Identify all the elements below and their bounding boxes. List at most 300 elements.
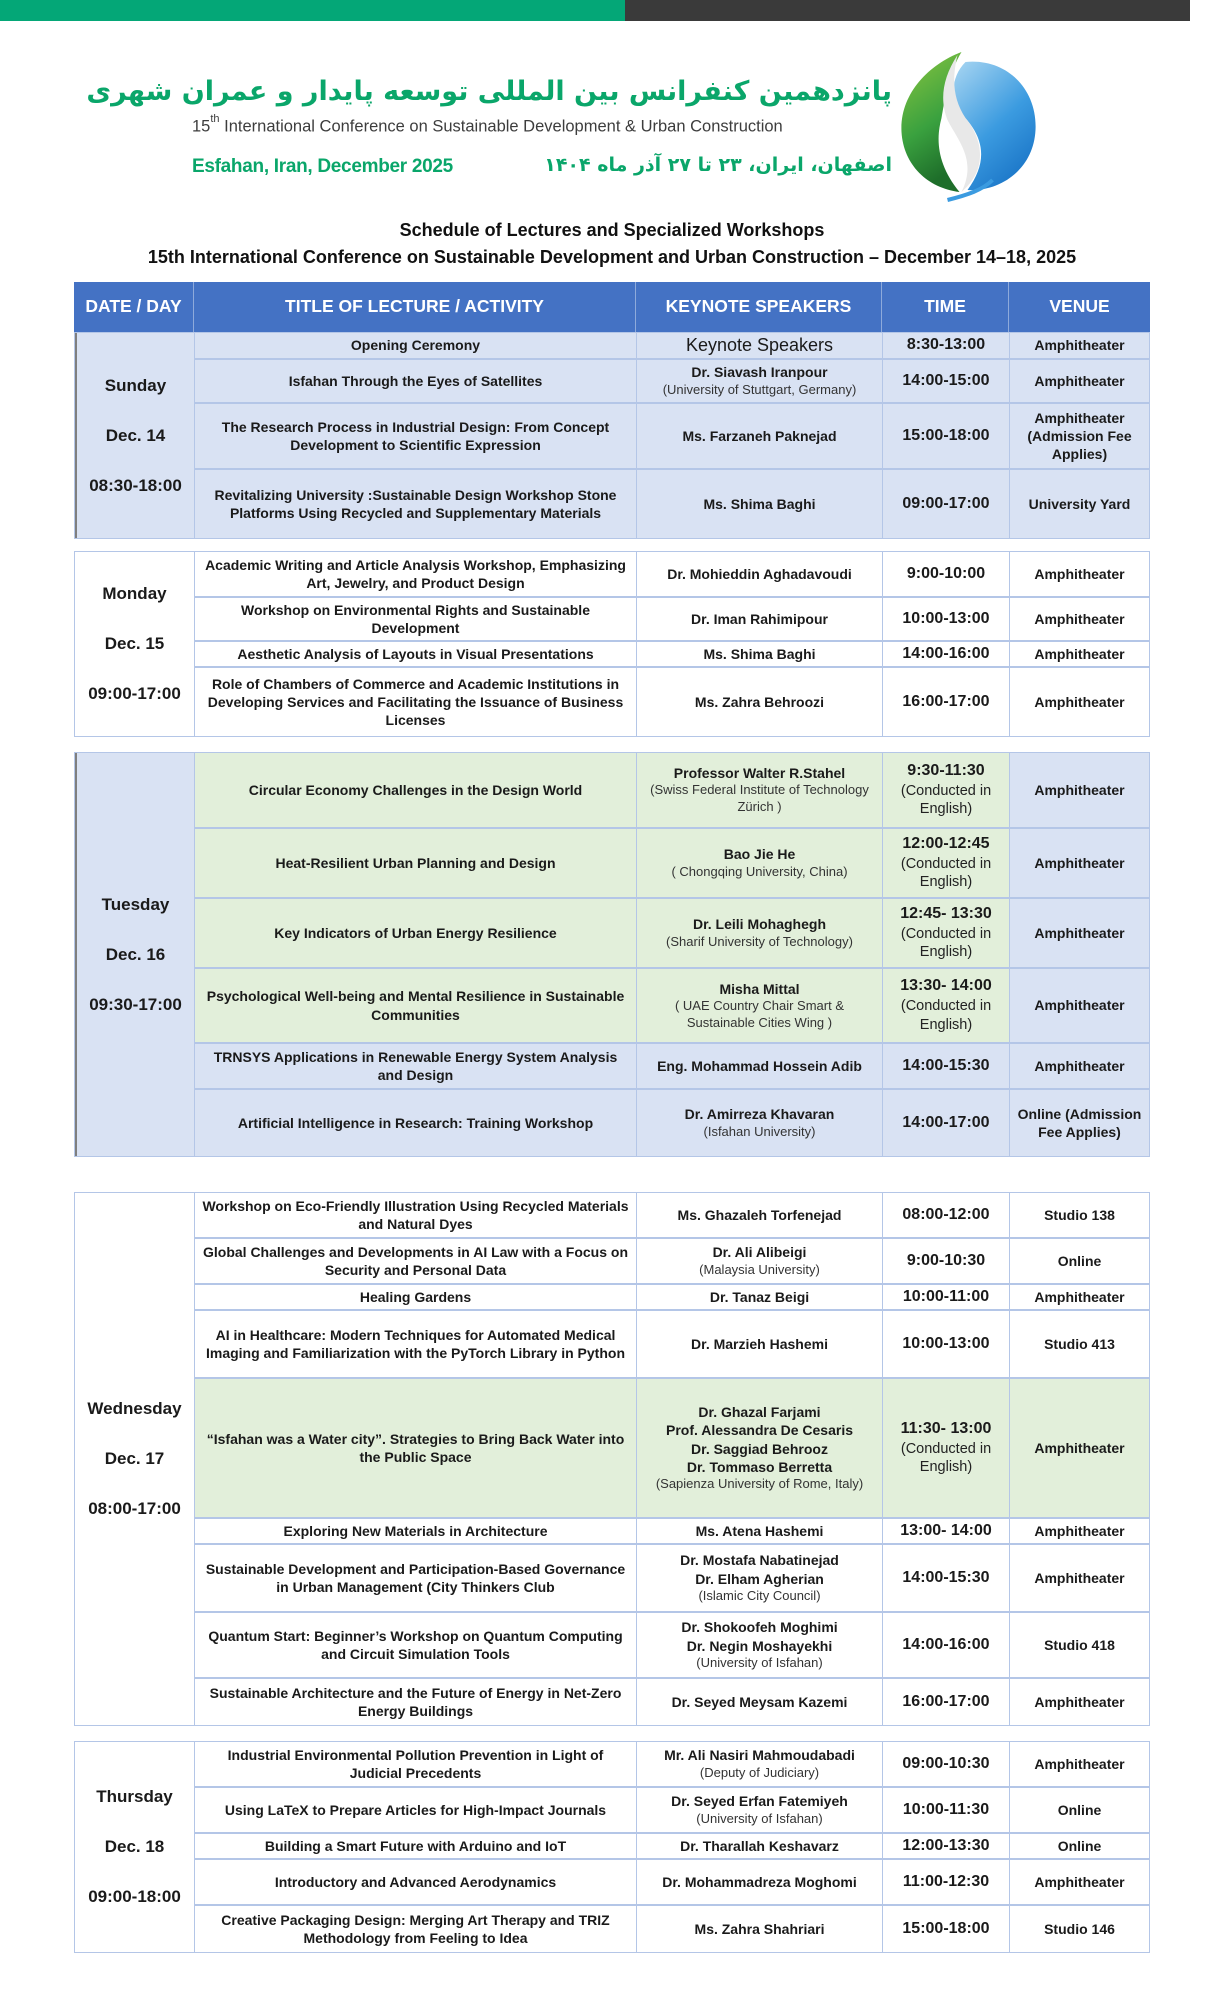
session-time-range: 14:00-16:00	[902, 644, 990, 662]
session-time-range: 10:00-13:00	[902, 609, 990, 627]
table-row	[195, 969, 1149, 1044]
session-speakers	[637, 1906, 883, 1952]
speaker-name: Ms. Zahra Behroozi	[694, 693, 825, 710]
session-title	[195, 969, 637, 1042]
session-venue	[1010, 668, 1149, 736]
english-conference-title	[192, 113, 783, 137]
speaker-name: Dr. Tanaz Beigi	[709, 1288, 810, 1305]
session-title-text: Exploring New Materials in Architecture	[283, 1522, 548, 1539]
session-speakers	[637, 404, 883, 468]
session-title	[195, 1860, 637, 1904]
conference-banner	[0, 38, 1224, 213]
session-venue-text: Amphitheater	[1034, 693, 1125, 710]
session-title-text: Industrial Environmental Pollution Prevention in Light of Judicial Precedents	[227, 1746, 604, 1781]
speaker-name: Dr. Mohieddin Aghadavoudi	[667, 565, 852, 582]
session-speakers	[637, 668, 883, 736]
day-hours: 09:30-17:00	[89, 994, 182, 1014]
session-title-text: Revitalizing University :Sustainable Design Workshop Stone Platforms Using Recycled and Supplementary Materials	[214, 486, 617, 521]
ordinal-suffix: th	[210, 113, 220, 125]
session-time-range: 09:00-10:30	[902, 1754, 990, 1772]
ordinal-number: 15	[192, 117, 211, 136]
day-block-thursday	[74, 1741, 1150, 1953]
session-title	[195, 1742, 637, 1786]
session-title	[195, 404, 637, 468]
session-title	[195, 1679, 637, 1725]
table-row	[195, 1044, 1149, 1090]
session-title-text: “Isfahan was a Water city”. Strategies to Bring Back Water into the Public Space	[206, 1430, 625, 1465]
session-time	[883, 1742, 1010, 1786]
english-title-text: International Conference on Sustainable Development & Urban Construction	[224, 117, 783, 136]
table-row	[195, 1239, 1149, 1285]
session-rows	[195, 1742, 1149, 1952]
session-speakers	[637, 1545, 883, 1611]
session-time	[883, 1834, 1010, 1858]
session-title-text: TRNSYS Applications in Renewable Energy System Analysis and Design	[213, 1048, 618, 1083]
speaker-name: Ms. Ghazaleh Torfenejad	[677, 1206, 842, 1223]
day-date: Dec. 16	[105, 944, 166, 964]
session-speakers	[637, 642, 883, 666]
session-time	[883, 1379, 1010, 1517]
speaker-name: Dr. Ghazal Farjami	[698, 1404, 821, 1421]
session-time	[883, 470, 1010, 538]
session-title	[195, 642, 637, 666]
day-block-wednesday	[74, 1192, 1150, 1726]
session-time-range: 13:00- 14:00	[900, 1521, 992, 1539]
table-row	[195, 1193, 1149, 1239]
speaker-affiliation: (Deputy of Judiciary)	[699, 1764, 820, 1780]
speaker-name: Dr. Mostafa Nabatinejad	[680, 1552, 839, 1569]
session-title	[195, 552, 637, 596]
session-time-range: 9:30-11:30	[907, 761, 985, 779]
session-venue	[1010, 1906, 1149, 1952]
speaker-name: Ms. Shima Baghi	[703, 495, 816, 512]
session-title	[195, 753, 637, 827]
session-time	[883, 1311, 1010, 1377]
day-cell	[75, 333, 195, 538]
session-venue-text: Studio 138	[1044, 1206, 1115, 1223]
session-title	[195, 1788, 637, 1832]
session-venue-text: Amphitheater	[1034, 1439, 1125, 1456]
table-row	[195, 1545, 1149, 1613]
table-row	[195, 1742, 1149, 1788]
session-time-range: 11:00-12:30	[902, 1872, 990, 1890]
session-time	[883, 1285, 1010, 1309]
speaker-name: Dr. Seyed Meysam Kazemi	[671, 1693, 848, 1710]
day-date: Dec. 17	[104, 1449, 165, 1468]
table-row	[195, 552, 1149, 598]
day-name: Tuesday	[101, 894, 170, 914]
day-hours: 09:00-17:00	[88, 684, 181, 703]
session-time-range: 8:30-13:00	[906, 336, 986, 354]
session-time	[883, 899, 1010, 967]
session-time	[883, 1788, 1010, 1832]
session-speakers	[637, 1090, 883, 1156]
session-venue	[1010, 1545, 1149, 1611]
session-title-text: Key Indicators of Urban Energy Resilience	[274, 924, 557, 941]
session-time-range: 14:00-16:00	[902, 1635, 990, 1653]
session-venue-text: Online	[1057, 1252, 1102, 1269]
session-venue-text: Amphitheater	[1034, 924, 1125, 941]
table-row	[195, 829, 1149, 899]
table-row	[195, 1860, 1149, 1906]
session-venue	[1010, 1285, 1149, 1309]
speaker-name: Dr. Mohammadreza Moghomi	[662, 1873, 857, 1890]
table-row	[195, 470, 1149, 538]
session-venue-text: Studio 146	[1044, 1920, 1115, 1937]
session-venue	[1010, 1044, 1149, 1088]
header-time: TIME	[882, 282, 1009, 332]
session-title	[195, 1193, 637, 1237]
speaker-name: Dr. Elham Agherian	[695, 1570, 824, 1587]
session-title	[195, 1834, 637, 1858]
session-speakers	[637, 753, 883, 827]
table-row	[195, 404, 1149, 470]
session-title	[195, 1379, 637, 1517]
session-rows	[195, 552, 1149, 736]
session-title-text: Aesthetic Analysis of Layouts in Visual Presentations	[237, 645, 594, 662]
day-date: Dec. 18	[104, 1837, 165, 1856]
session-speakers	[637, 1193, 883, 1237]
speaker-affiliation: (Malaysia University)	[699, 1261, 820, 1277]
session-time	[883, 1193, 1010, 1237]
table-row	[195, 1379, 1149, 1519]
speaker-name: Dr. Siavash Iranpour	[691, 364, 828, 381]
session-time-range: 16:00-17:00	[902, 1692, 990, 1710]
speaker-name: Ms. Farzaneh Paknejad	[682, 427, 837, 444]
session-title-text: Workshop on Environmental Rights and Sustainable Development	[240, 601, 590, 636]
session-venue	[1010, 829, 1149, 897]
session-time	[883, 829, 1010, 897]
table-row	[195, 668, 1149, 736]
session-speakers	[637, 1742, 883, 1786]
location-date-persian: اصفهان، ایران، ۲۳ تا ۲۷ آذر ماه ۱۴۰۴	[544, 154, 892, 176]
session-time	[883, 1090, 1010, 1156]
speaker-name: Dr. Tommaso Berretta	[686, 1458, 833, 1475]
session-title-text: Isfahan Through the Eyes of Satellites	[288, 372, 543, 389]
session-title-text: Psychological Well-being and Mental Resilience in Sustainable Communities	[206, 988, 625, 1023]
header-venue: VENUE	[1049, 296, 1110, 317]
session-venue	[1010, 642, 1149, 666]
speaker-name: Misha Mittal	[719, 980, 800, 997]
session-venue	[1010, 1519, 1149, 1543]
speaker-affiliation: (Sharif University of Technology)	[666, 933, 853, 949]
session-venue	[1010, 1239, 1149, 1283]
day-name: Thursday	[96, 1787, 173, 1806]
table-row	[195, 360, 1149, 404]
session-venue-text: Amphitheater	[1034, 645, 1125, 662]
speaker-name: Mr. Ali Nasiri Mahmoudabadi	[664, 1747, 855, 1764]
session-time	[883, 404, 1010, 468]
session-speakers	[637, 1239, 883, 1283]
conference-globe-leaf-logo-icon	[885, 40, 1050, 205]
day-cell	[75, 552, 195, 736]
speaker-name: Dr. Leili Mohaghegh	[692, 916, 826, 933]
session-speakers	[637, 552, 883, 596]
session-title	[195, 1519, 637, 1543]
session-time-range: 10:00-11:30	[902, 1800, 990, 1818]
table-row	[195, 1679, 1149, 1725]
day-name: Monday	[102, 584, 167, 603]
table-row	[195, 753, 1149, 829]
table-row	[195, 1519, 1149, 1545]
session-time	[883, 1239, 1010, 1283]
session-time	[883, 1906, 1010, 1952]
speaker-name: Dr. Amirreza Khavaran	[684, 1106, 835, 1123]
session-title	[195, 668, 637, 736]
speaker-affiliation: ( Chongqing University, China)	[671, 863, 848, 879]
session-title-text: Sustainable Architecture and the Future of Energy in Net-Zero Energy Buildings	[209, 1684, 622, 1719]
session-title-text: Using LaTeX to Prepare Articles for High-Impact Journals	[224, 1801, 607, 1818]
speaker-name: Eng. Mohammad Hossein Adib	[657, 1057, 862, 1074]
session-title-text: Heat-Resilient Urban Planning and Design	[275, 854, 556, 871]
session-speakers	[637, 829, 883, 897]
day-hours: 08:00-17:00	[88, 1499, 181, 1518]
speaker-affiliation: (University of Isfahan)	[696, 1810, 823, 1826]
session-title-text: Building a Smart Future with Arduino and IoT	[264, 1837, 567, 1854]
speaker-affiliation: (Islamic City Council)	[698, 1587, 821, 1603]
session-time-range: 14:00-15:00	[902, 371, 990, 389]
session-speakers	[637, 1788, 883, 1832]
session-venue-text: Amphitheater	[1034, 565, 1125, 582]
session-title	[195, 598, 637, 640]
session-time	[883, 969, 1010, 1042]
session-speakers	[637, 969, 883, 1042]
speaker-name: Dr. Seyed Erfan Fatemiyeh	[671, 1793, 848, 1810]
day-hours: 09:00-18:00	[88, 1887, 181, 1906]
session-title	[195, 1044, 637, 1088]
session-time	[883, 552, 1010, 596]
session-venue	[1010, 899, 1149, 967]
session-venue	[1010, 1379, 1149, 1517]
table-row	[195, 1090, 1149, 1156]
location-date-english: Esfahan, Iran, December 2025	[192, 156, 453, 177]
session-time-range: 14:00-15:30	[902, 1568, 990, 1586]
session-venue-text: Online	[1057, 1837, 1102, 1854]
table-row	[195, 333, 1149, 360]
session-language-note: (Conducted in English)	[900, 782, 992, 818]
session-venue-text: Online (Admission Fee Applies)	[1017, 1105, 1142, 1140]
top-bar-dark-segment	[625, 0, 1190, 21]
session-title-text: Role of Chambers of Commerce and Academic Institutions in Developing Services and Facilitating the Issuance of Business Licenses	[207, 675, 624, 729]
session-venue-text: Amphitheater	[1034, 1057, 1125, 1074]
speaker-name: Keynote Speakers	[685, 334, 834, 355]
session-venue-text: Amphitheater	[1034, 781, 1125, 798]
session-title	[195, 1090, 637, 1156]
session-rows	[195, 333, 1149, 538]
session-venue-text: Amphitheater	[1034, 1569, 1125, 1586]
session-language-note: (Conducted in English)	[900, 855, 992, 891]
day-date: Dec. 15	[104, 634, 165, 653]
header-speakers: KEYNOTE SPEAKERS	[636, 282, 882, 332]
speaker-affiliation: ( UAE Country Chair Smart & Sustainable Cities Wing )	[674, 997, 845, 1030]
session-venue	[1010, 1090, 1149, 1156]
session-title-text: Healing Gardens	[359, 1288, 472, 1305]
session-venue-text: Amphitheater	[1034, 1693, 1125, 1710]
session-time	[883, 598, 1010, 640]
day-block-monday	[74, 551, 1150, 737]
session-title	[195, 1239, 637, 1283]
table-row	[195, 1311, 1149, 1379]
session-venue	[1010, 753, 1149, 827]
session-venue	[1010, 1679, 1149, 1725]
speaker-name: Dr. Marzieh Hashemi	[691, 1335, 828, 1352]
session-speakers	[637, 1860, 883, 1904]
session-time	[883, 1044, 1010, 1088]
document-subtitle: 15th International Conference on Sustainable Development and Urban Construction – December 14–18, 2025	[147, 247, 1077, 267]
session-title-text: Introductory and Advanced Aerodynamics	[274, 1873, 557, 1890]
table-row	[195, 642, 1149, 668]
session-speakers	[637, 360, 883, 402]
session-speakers	[637, 1379, 883, 1517]
session-title-text: Academic Writing and Article Analysis Workshop, Emphasizing Art, Jewelry, and Product Design	[205, 556, 626, 591]
speaker-affiliation: (University of Stuttgart, Germany)	[662, 381, 857, 397]
session-time-range: 13:30- 14:00	[900, 977, 992, 995]
session-title-text: Opening Ceremony	[350, 337, 481, 354]
session-time-range: 9:00-10:30	[906, 1251, 986, 1269]
table-row	[195, 1906, 1149, 1952]
session-title-text: Artificial Intelligence in Research: Training Workshop	[237, 1114, 594, 1131]
session-time	[883, 642, 1010, 666]
speaker-name: Dr. Saggiad Behrooz	[691, 1440, 828, 1457]
session-title-text: Circular Economy Challenges in the Design World	[248, 781, 583, 798]
session-venue	[1010, 1860, 1149, 1904]
session-venue-text: Amphitheater	[1034, 1288, 1125, 1305]
session-venue	[1010, 1788, 1149, 1832]
session-title-text: Global Challenges and Developments in AI Law with a Focus on Security and Personal Data	[203, 1243, 628, 1278]
session-title-text: Creative Packaging Design: Merging Art Therapy and TRIZ Methodology from Feeling to Idea	[221, 1911, 610, 1946]
table-row	[195, 1834, 1149, 1860]
session-speakers	[637, 333, 883, 358]
session-time-range: 9:00-10:00	[906, 564, 986, 582]
table-row	[195, 899, 1149, 969]
session-time-range: 12:00-13:30	[902, 1836, 990, 1854]
speaker-name: Ms. Zahra Shahriari	[694, 1920, 825, 1937]
session-title-text: AI in Healthcare: Modern Techniques for Automated Medical Imaging and Familiarization with the PyTorch Library in Python	[205, 1326, 625, 1361]
speaker-name: Ms. Shima Baghi	[703, 645, 816, 662]
session-time-range: 12:00-12:45	[902, 834, 990, 852]
table-row	[195, 598, 1149, 642]
session-title-text: Workshop on Eco-Friendly Illustration Using Recycled Materials and Natural Dyes	[202, 1197, 629, 1232]
session-venue-text: Amphitheater	[1034, 997, 1125, 1014]
session-title	[195, 1545, 637, 1611]
session-language-note: (Conducted in English)	[900, 925, 992, 961]
day-cell	[75, 1193, 195, 1725]
speaker-affiliation: (Isfahan University)	[703, 1123, 816, 1139]
session-venue-text: Studio 413	[1044, 1335, 1115, 1352]
session-speakers	[637, 1834, 883, 1858]
session-title	[195, 1311, 637, 1377]
session-title	[195, 829, 637, 897]
top-color-bar	[0, 0, 1190, 21]
session-title-text: Sustainable Development and Participation-Based Governance in Urban Management (City Thinkers Club	[205, 1560, 626, 1595]
session-title	[195, 470, 637, 538]
table-row	[195, 1613, 1149, 1679]
document-title: Schedule of Lectures and Specialized Workshops	[399, 220, 825, 240]
session-title	[195, 899, 637, 967]
session-speakers	[637, 1311, 883, 1377]
speaker-name: Professor Walter R.Stahel	[673, 765, 846, 782]
session-time-range: 14:00-17:00	[902, 1113, 990, 1131]
session-venue	[1010, 969, 1149, 1042]
session-title	[195, 333, 637, 358]
session-speakers	[637, 1044, 883, 1088]
session-time-range: 15:00-18:00	[902, 1919, 990, 1937]
speaker-affiliation: (Sapienza University of Rome, Italy)	[655, 1475, 864, 1491]
day-block-tuesday	[74, 752, 1150, 1157]
session-venue-text: University Yard	[1028, 495, 1131, 512]
session-venue-text: Amphitheater (Admission Fee Applies)	[1027, 409, 1132, 463]
session-title-text: The Research Process in Industrial Design: From Concept Development to Scientific Expression	[221, 418, 610, 453]
session-time	[883, 333, 1010, 358]
session-venue	[1010, 1193, 1149, 1237]
session-time	[883, 1519, 1010, 1543]
session-venue	[1010, 404, 1149, 468]
session-rows	[195, 1193, 1149, 1725]
persian-conference-title: پانزدهمین کنفرانس بین المللی توسعه پایدار و عمران شهری	[86, 76, 892, 107]
session-speakers	[637, 598, 883, 640]
day-cell	[75, 753, 195, 1156]
session-venue	[1010, 1834, 1149, 1858]
session-time-range: 10:00-11:00	[902, 1287, 990, 1305]
session-speakers	[637, 1285, 883, 1309]
top-bar-green-segment	[0, 0, 625, 21]
session-venue-text: Studio 418	[1044, 1636, 1115, 1653]
day-hours: 08:30-18:00	[89, 475, 182, 495]
session-time	[883, 360, 1010, 402]
table-row	[195, 1285, 1149, 1311]
session-time	[883, 1860, 1010, 1904]
speaker-affiliation: (University of Isfahan)	[696, 1654, 823, 1670]
session-time-range: 10:00-13:00	[902, 1334, 990, 1352]
speaker-name: Ms. Atena Hashemi	[695, 1522, 824, 1539]
session-venue	[1010, 1613, 1149, 1677]
session-venue	[1010, 552, 1149, 596]
day-cell	[75, 1742, 195, 1952]
session-title	[195, 1906, 637, 1952]
session-venue-text: Online	[1057, 1801, 1102, 1818]
session-venue-text: Amphitheater	[1034, 610, 1125, 627]
session-speakers	[637, 1679, 883, 1725]
session-time	[883, 1679, 1010, 1725]
schedule-table-header	[74, 282, 1150, 332]
speaker-name: Dr. Negin Moshayekhi	[686, 1637, 833, 1654]
session-venue-text: Amphitheater	[1034, 337, 1125, 354]
session-title	[195, 360, 637, 402]
session-speakers	[637, 470, 883, 538]
session-time-range: 11:30- 13:00	[900, 1419, 992, 1437]
day-date: Dec. 14	[105, 425, 166, 445]
session-rows	[195, 753, 1149, 1156]
session-title	[195, 1285, 637, 1309]
session-venue-text: Amphitheater	[1034, 854, 1125, 871]
table-row	[195, 1788, 1149, 1834]
session-time-range: 15:00-18:00	[902, 426, 990, 444]
session-speakers	[637, 1613, 883, 1677]
session-venue	[1010, 1311, 1149, 1377]
speaker-affiliation: (Swiss Federal Institute of Technology Zürich )	[650, 782, 869, 815]
session-venue	[1010, 360, 1149, 402]
session-time	[883, 668, 1010, 736]
session-time	[883, 1545, 1010, 1611]
session-time-range: 09:00-17:00	[902, 494, 990, 512]
day-name: Wednesday	[87, 1399, 182, 1418]
session-venue	[1010, 598, 1149, 640]
session-venue	[1010, 470, 1149, 538]
session-time-range: 12:45- 13:30	[900, 904, 992, 922]
speaker-name: Prof. Alessandra De Cesaris	[665, 1422, 853, 1439]
header-date-day: DATE / DAY	[74, 282, 194, 332]
session-venue-text: Amphitheater	[1034, 372, 1125, 389]
